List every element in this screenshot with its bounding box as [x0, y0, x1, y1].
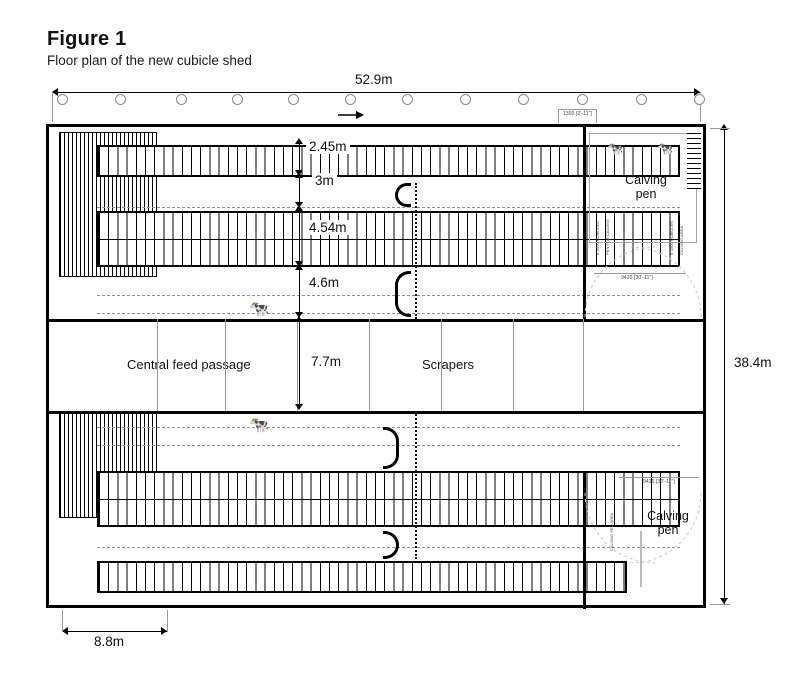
cow-icon-pen-2: 🐄: [657, 141, 673, 156]
dim-3m: 3m: [312, 173, 337, 188]
calving-pen-top-label: [605, 173, 687, 202]
scraper-bottom-1[interactable]: [383, 427, 399, 469]
calving-pen-top-line1: Calving: [625, 173, 667, 187]
floor-plan: [46, 124, 706, 608]
note-pen-e: CALVING PEN AREA: [609, 512, 614, 551]
scraper-run-bottom: [415, 411, 417, 559]
dim-2-45m: 2.45m: [306, 139, 350, 154]
central-feed-passage-label: Central feed passage: [127, 357, 251, 372]
right-gate-comb: [687, 133, 701, 189]
cow-icon-feed-bottom: 🐄: [249, 417, 268, 434]
calving-pen-bottom-line2: pen: [657, 523, 679, 538]
pen-arcs-bottom: [583, 483, 703, 593]
note-pen-b: PEN FOR CALVING: [605, 218, 610, 255]
figure-number: Figure 1: [47, 28, 127, 50]
bay-width-label: 8.8m: [91, 634, 127, 649]
calving-pen-bottom-line1: Calving: [647, 509, 689, 523]
dim-4-6m: 4.6m: [306, 275, 342, 290]
note-pen-c: E 1500 CUBICLES: [669, 221, 674, 255]
cow-icon-feed-top: 🐄: [249, 301, 268, 318]
note-low-right: 9420 [30'-11"]: [643, 479, 675, 485]
dim-4-54m: 4.54m: [306, 220, 350, 235]
scraper-run-top: [415, 183, 417, 319]
feed-passage-top-edge: [49, 319, 703, 322]
overall-height-label: 38.4m: [731, 355, 775, 370]
scraper-bottom-2[interactable]: [383, 531, 399, 559]
overall-width-label: 52.9m: [352, 72, 396, 87]
note-pen-a: E 1500 CUBICLES: [595, 221, 600, 255]
scraper-top-1[interactable]: [395, 183, 411, 207]
cubicle-row-4-dividers: [99, 563, 625, 591]
calving-pen-top-line2: pen: [635, 187, 657, 202]
note-top-right: 1300 [2'-11"]: [563, 111, 592, 117]
scraper-top-2[interactable]: [395, 271, 411, 317]
figure-caption: Floor plan of the new cubicle shed: [47, 53, 252, 68]
pen-arcs: [583, 245, 703, 319]
cow-icon-pen-1: 🐄: [607, 141, 623, 156]
feed-passage-bottom-edge: [49, 411, 703, 414]
scrapers-label: Scrapers: [422, 357, 475, 372]
note-mid-right: 9420 [30'-11"]: [621, 275, 653, 281]
note-pen-d: CALVING AREA: [679, 225, 684, 255]
dim-7-7m: 7.7m: [308, 354, 344, 369]
